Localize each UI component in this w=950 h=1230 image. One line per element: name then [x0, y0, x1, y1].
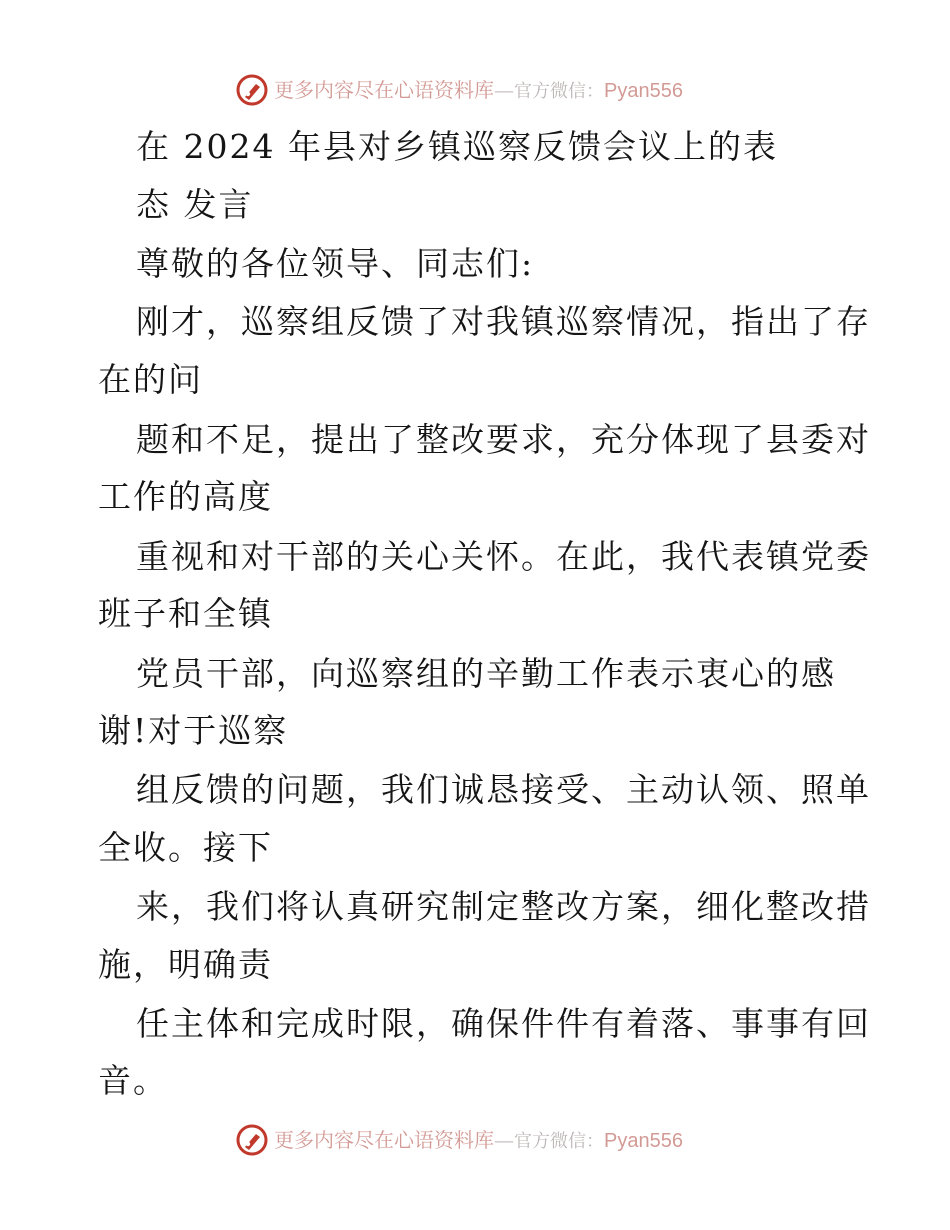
paragraph-line: 来，我们将认真研究制定整改方案，细化整改措	[136, 887, 871, 926]
footer-banner-title: 更多内容尽在心语资料库	[274, 1128, 494, 1152]
header-wechat-id: Pyan556	[604, 80, 683, 102]
header-wechat-label: 官方微信：	[514, 81, 604, 102]
paragraph-line: 全收。接下	[98, 828, 273, 867]
footer-banner-text	[274, 1129, 683, 1153]
paragraph-line: 班子和全镇	[98, 594, 273, 633]
header-banner-title: 更多内容尽在心语资料库	[274, 78, 494, 102]
document-title-line-2: 态 发言	[136, 185, 254, 224]
footer-wechat-label: 官方微信：	[514, 1131, 604, 1152]
paragraph-line: 工作的高度	[98, 477, 273, 516]
paragraph-line: 音。	[98, 1061, 168, 1100]
paragraph-line: 重视和对干部的关心关怀。在此，我代表镇党委	[136, 537, 871, 576]
paragraph-line: 在的问	[98, 360, 203, 399]
header-watermark-banner	[0, 70, 950, 110]
pen-nib-logo-icon	[236, 1124, 268, 1156]
pen-nib-logo-icon	[236, 74, 268, 106]
footer-banner-separator: —	[494, 1128, 514, 1152]
header-banner-text	[274, 79, 683, 103]
paragraph-line: 谢!对于巡察	[98, 711, 289, 750]
salutation: 尊敬的各位领导、同志们:	[136, 244, 535, 283]
paragraph-line: 党员干部，向巡察组的辛勤工作表示衷心的感	[136, 654, 836, 693]
paragraph-line: 组反馈的问题，我们诚恳接受、主动认领、照单	[136, 770, 871, 809]
paragraph-line: 施，明确责	[98, 945, 273, 984]
paragraph-line: 刚才，巡察组反馈了对我镇巡察情况，指出了存	[136, 302, 871, 341]
header-banner-separator: —	[494, 78, 514, 102]
footer-wechat-id: Pyan556	[604, 1130, 683, 1152]
footer-watermark-banner	[0, 1120, 950, 1160]
paragraph-line: 题和不足，提出了整改要求，充分体现了县委对	[136, 420, 871, 459]
paragraph-line: 任主体和完成时限，确保件件有着落、事事有回	[136, 1004, 871, 1043]
document-title-line-1: 在 2024 年县对乡镇巡察反馈会议上的表	[136, 127, 778, 166]
